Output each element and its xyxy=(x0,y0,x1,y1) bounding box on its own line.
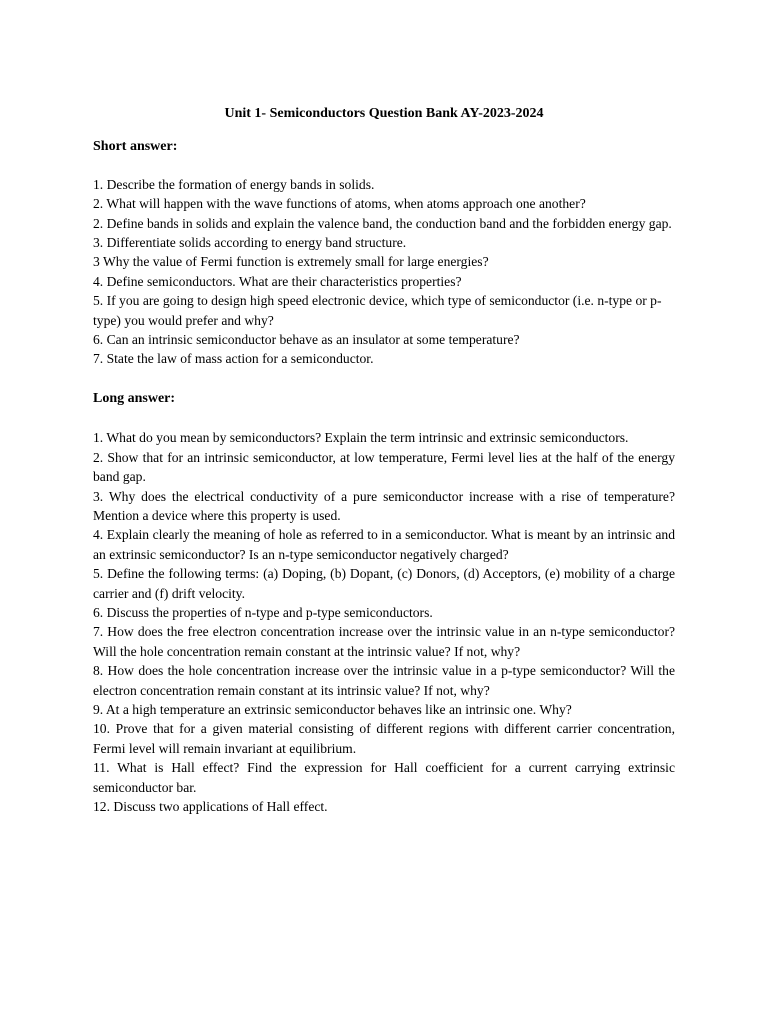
long-question-7: 7. How does the free electron concentration increase over the intrinsic value in an n-type semiconductor? Will the hole concentration remain constant at the intrinsic value? If not, why? xyxy=(93,624,675,659)
long-question-12: 12. Discuss two applications of Hall effect. xyxy=(93,799,328,814)
section-spacer xyxy=(93,369,675,389)
short-question-3: 2. Define bands in solids and explain the valence band, the conduction band and the forbidden energy gap. xyxy=(93,215,672,231)
short-question-5: 3 Why the value of Fermi function is extremely small for large energies? xyxy=(93,254,489,270)
short-question-6: 4. Define semiconductors. What are their characteristics properties? xyxy=(93,273,462,289)
document-page xyxy=(93,104,675,816)
long-question-8: 8. How does the hole concentration increase over the intrinsic value in a p-type semiconductor? Will the electron concentration remain constant at its intrinsic value? If not, why? xyxy=(93,663,675,698)
long-question-3: 3. Why does the electrical conductivity of a pure semiconductor increase with a rise of temperature? Mention a device where this property is used. xyxy=(93,488,675,523)
short-answer-heading: Short answer: xyxy=(93,139,178,155)
long-answer-list xyxy=(93,428,675,816)
short-question-7: 5. If you are going to design high speed electronic device, which type of semiconductor (i.e. n-type or p-type) you would prefer and why? xyxy=(93,293,662,328)
long-question-11: 11. What is Hall effect? Find the expression for Hall coefficient for a current carrying extrinsic semiconductor bar. xyxy=(93,760,675,795)
long-question-5: 5. Define the following terms: (a) Doping, (b) Dopant, (c) Donors, (d) Acceptors, (e) mobility of a charge carrier and (f) drift velocity. xyxy=(93,566,675,601)
short-question-4: 3. Differentiate solids according to energy band structure. xyxy=(93,235,407,251)
short-question-9: 7. State the law of mass action for a semiconductor. xyxy=(93,351,374,367)
short-question-1: 1. Describe the formation of energy bands in solids. xyxy=(93,176,375,192)
long-question-6: 6. Discuss the properties of n-type and p-type semiconductors. xyxy=(93,604,433,620)
long-answer-heading: Long answer: xyxy=(93,390,176,406)
long-question-2: 2. Show that for an intrinsic semiconductor, at low temperature, Fermi level lies at the half of the energy band gap. xyxy=(93,449,675,485)
document-title: Unit 1- Semiconductors Question Bank AY-2023-2024 xyxy=(224,106,544,121)
short-question-8: 6. Can an intrinsic semiconductor behave as an insulator at some temperature? xyxy=(93,332,520,348)
long-question-4: 4. Explain clearly the meaning of hole as referred to in a semiconductor. What is meant by an intrinsic and an extrinsic semiconductor? Is an n-type semiconductor negatively charged? xyxy=(93,527,675,562)
short-question-2: 2. What will happen with the wave functions of atoms, when atoms approach one another? xyxy=(93,196,586,212)
short-answer-list xyxy=(93,175,675,369)
long-question-1: 1. What do you mean by semiconductors? Explain the term intrinsic and extrinsic semiconductors. xyxy=(93,430,629,446)
long-question-10: 10. Prove that for a given material consisting of different regions with different carrier concentration, Fermi level will remain invariant at equilibrium. xyxy=(93,721,675,756)
long-question-9: 9. At a high temperature an extrinsic semiconductor behaves like an intrinsic one. Why? xyxy=(93,701,572,717)
